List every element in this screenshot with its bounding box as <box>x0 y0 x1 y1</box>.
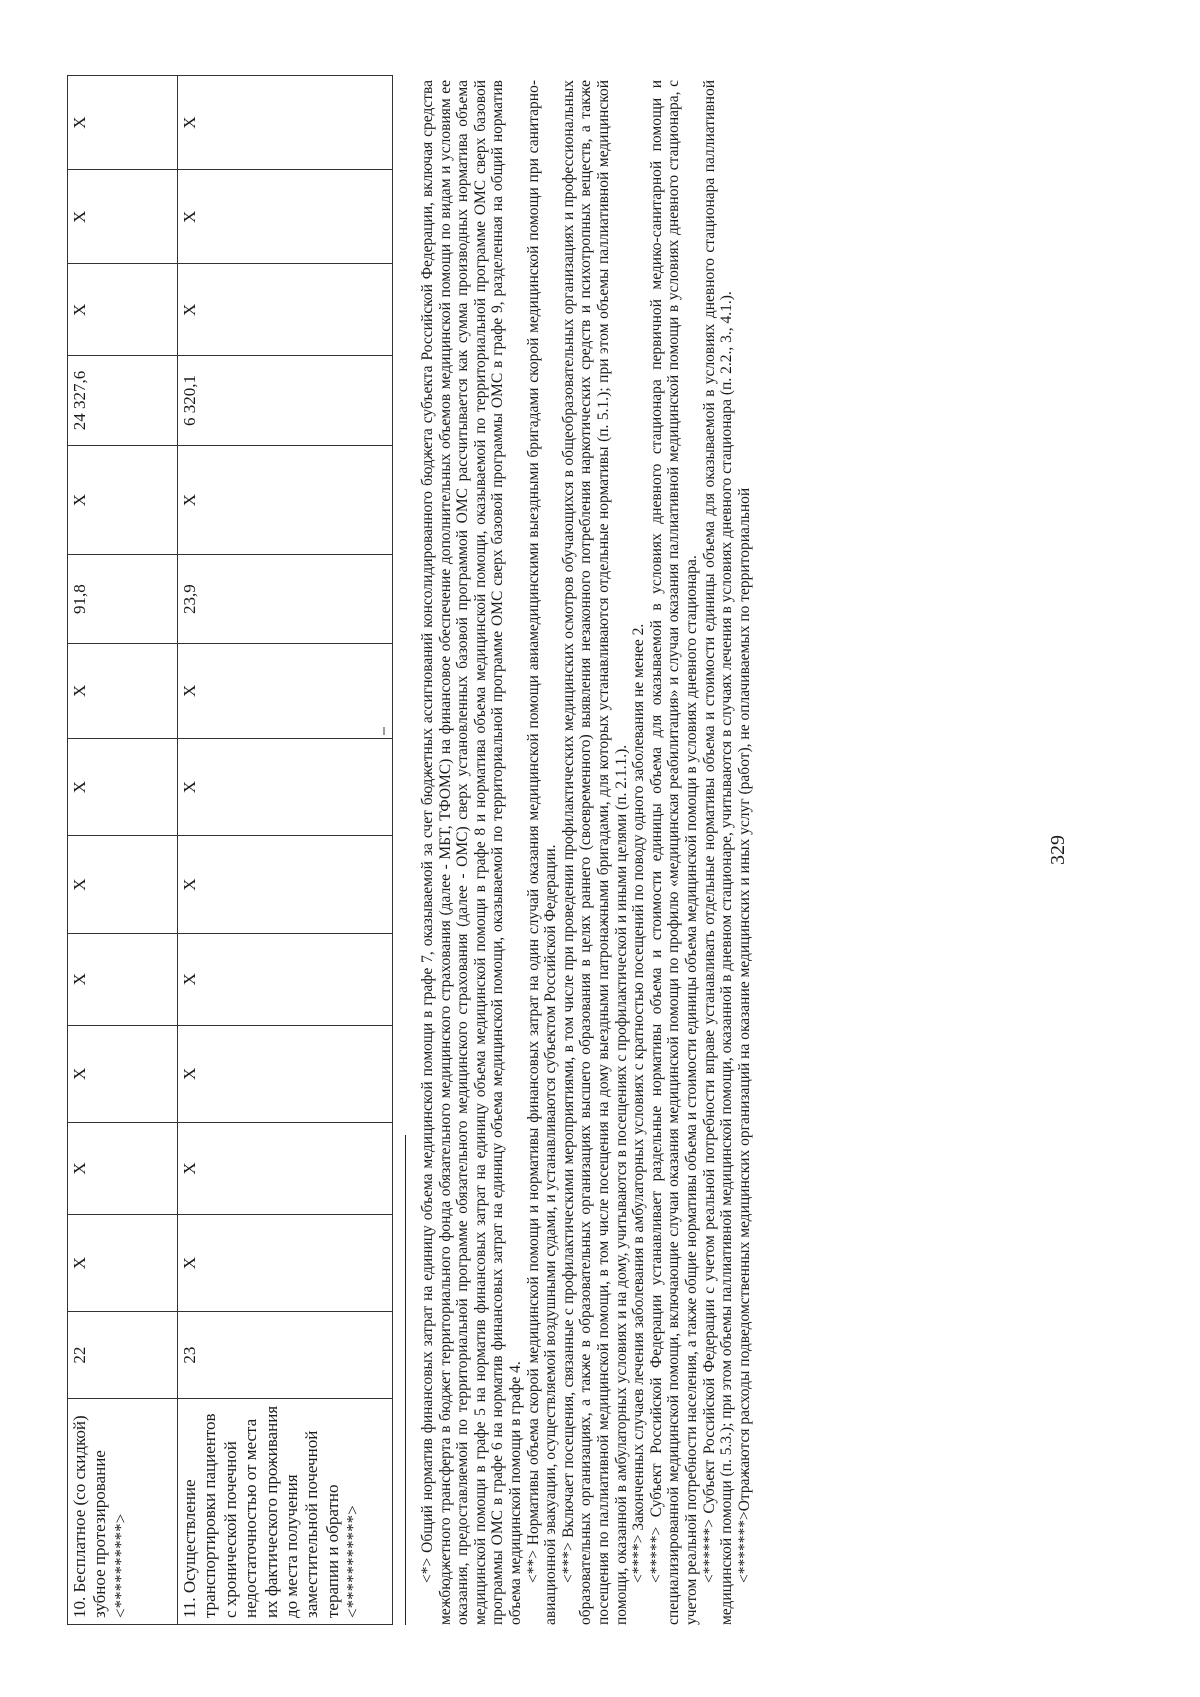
table-cell: X <box>68 643 178 738</box>
table-cell: X <box>68 264 178 356</box>
table-cell: X <box>178 76 393 170</box>
footnote-separator <box>405 1135 406 1625</box>
table-cell: X <box>68 836 178 934</box>
footnote: <*> Общий норматив финансовых затрат на единицу объема медицинской помощи в графе 7, оказываемой за счет бюджетных ассигнований консолидированного бюджета субъекта Российской Федерации, включая средства межбюджетного трансферта в бюджет территориального фонда обязательного медицинского страхования (далее - МБТ, ТФОМС) на финансовое обеспечение дополнительных объемов медицинской помощи по видам и условиям ее оказания, предоставляемой по территориальной программе обязательного медицинского страхования (далее - ОМС) сверх установленных базовой программой ОМС рассчитывается как сумма производных норматива объема медицинской помощи в графе 5 на норматив финансовых затрат на единицу объема медицинской помощи в графе 8 и норматива объема медицинской помощи, оказываемой по территориальной программе ОМС сверх базовой программы ОМС в графе 6 на норматив финансовых затрат на единицу объема медицинской помощи, оказываемой по территориальной программе ОМС сверх базовой программы ОМС в графе 9, разделенная на общий норматив объема медицинской помощи в графе 4. <box>419 80 524 1625</box>
footnote: <***> Включает посещения, связанные с профилактическими мероприятиями, в том числе при проведении профилактических медицинских осмотров обучающихся в общеобразовательных организациях и профессиональных образовательных организациях, а также в образовательных организациях высшего образования в целях раннего (своевременного) выявления незаконного потребления наркотических средств и психотропных веществ, а также посещения по паллиативной медицинской помощи, в том числе посещения на дому выездными патронажными бригадами, для которых устанавливаются отдельные нормативы (п. 5.1.); при этом объемы паллиативной медицинской помощи, оказанной в амбулаторных условиях и на дому, учитываются в посещениях с профилактической и иными целями (п. 2.1.1.). <box>559 80 630 1625</box>
table-row <box>68 76 178 1625</box>
table-cell: X <box>178 738 393 836</box>
footnote: <******> Субъект Российской Федерации с учетом реальной потребности вправе устанавливать отдельные нормативы объема и стоимости единицы объема для оказываемой в условиях дневного стационара паллиативной медицинской помощи (п. 5.3.); при этом объемы паллиативной медицинской помощи, оказанной в дневном стационаре, учитываются в случаях лечения в условиях дневного стационара (п. 2.2., 3., 4.1.). <box>700 80 736 1625</box>
table-cell: X <box>178 445 393 554</box>
table-cell: X <box>178 836 393 934</box>
footnotes <box>419 80 753 1625</box>
table-cell: X <box>178 933 393 1025</box>
table-cell: X <box>68 76 178 170</box>
footnote: <****> Законченных случаев лечения заболевания в амбулаторных условиях с кратностью посещений по поводу одного заболевания не менее 2. <box>630 623 648 1583</box>
footnote: <*****> Субъект Российской Федерации устанавливает раздельные нормативы объема и стоимости единицы объема для оказываемой в условиях дневного стационара первичной медико-санитарной помощи и специализированной медицинской помощи, включающие случаи оказания медицинской помощи по профилю «медицинская реабилитация» и случаи оказания паллиативной медицинской помощи в условиях дневного стационара, с учетом реальной потребности населения, а также общие нормативы объема и стоимости единицы объема медицинской помощи в условиях дневного стационара. <box>647 80 700 1625</box>
table-cell: X <box>68 1214 178 1312</box>
table-cell: X <box>68 170 178 264</box>
rotated-page-content <box>47 75 1097 1625</box>
table-cell: 91,8 <box>68 555 178 643</box>
table-cell-name: 10. Бесплатное (со скидкой) зубное протезирование <**********> <box>68 1398 178 1624</box>
table-cell: 24 327,6 <box>68 356 178 446</box>
table-cell: X <box>178 170 393 264</box>
table-cell: X <box>178 264 393 356</box>
table-cell: 6 320,1 <box>178 356 393 446</box>
table-cell: X <box>178 1123 393 1215</box>
footnote: <**> Нормативы объема скорой медицинской помощи и нормативы финансовых затрат на один случай оказания медицинской помощи авиамедицинскими выездными бригадами скорой медицинской помощи при санитарно-авиационной эвакуации, осуществляемой воздушными судами, и устанавливаются субъектом Российской Федерации. <box>524 80 560 1625</box>
table-cell: X <box>68 738 178 836</box>
table-cell: X <box>178 643 393 738</box>
table-cell: X <box>68 1123 178 1215</box>
table-cell: 23,9 <box>178 555 393 643</box>
table-cell: X <box>68 933 178 1025</box>
table-cell-row-number: 23 <box>178 1312 393 1398</box>
table-cell-row-number: 22 <box>68 1312 178 1398</box>
table-cell-name: 11. Осуществление транспортировки пациентов с хронической почечной недостаточностью от места их фактического проживания до места получения заместительной почечной терапии и обратно <***********> <box>178 1398 393 1624</box>
table-cell: X <box>68 1025 178 1123</box>
table-cell: X <box>68 445 178 554</box>
footnote: <*******>Отражаются расходы подведомственных медицинских организаций на оказание медицинских и иных услуг (работ), не оплачиваемых по территориальной <box>735 487 753 1583</box>
page-number: 329 <box>1047 835 1069 865</box>
table-cell: X <box>178 1025 393 1123</box>
norms-table <box>67 75 393 1625</box>
table-cell: X <box>178 1214 393 1312</box>
table-row <box>178 76 393 1625</box>
